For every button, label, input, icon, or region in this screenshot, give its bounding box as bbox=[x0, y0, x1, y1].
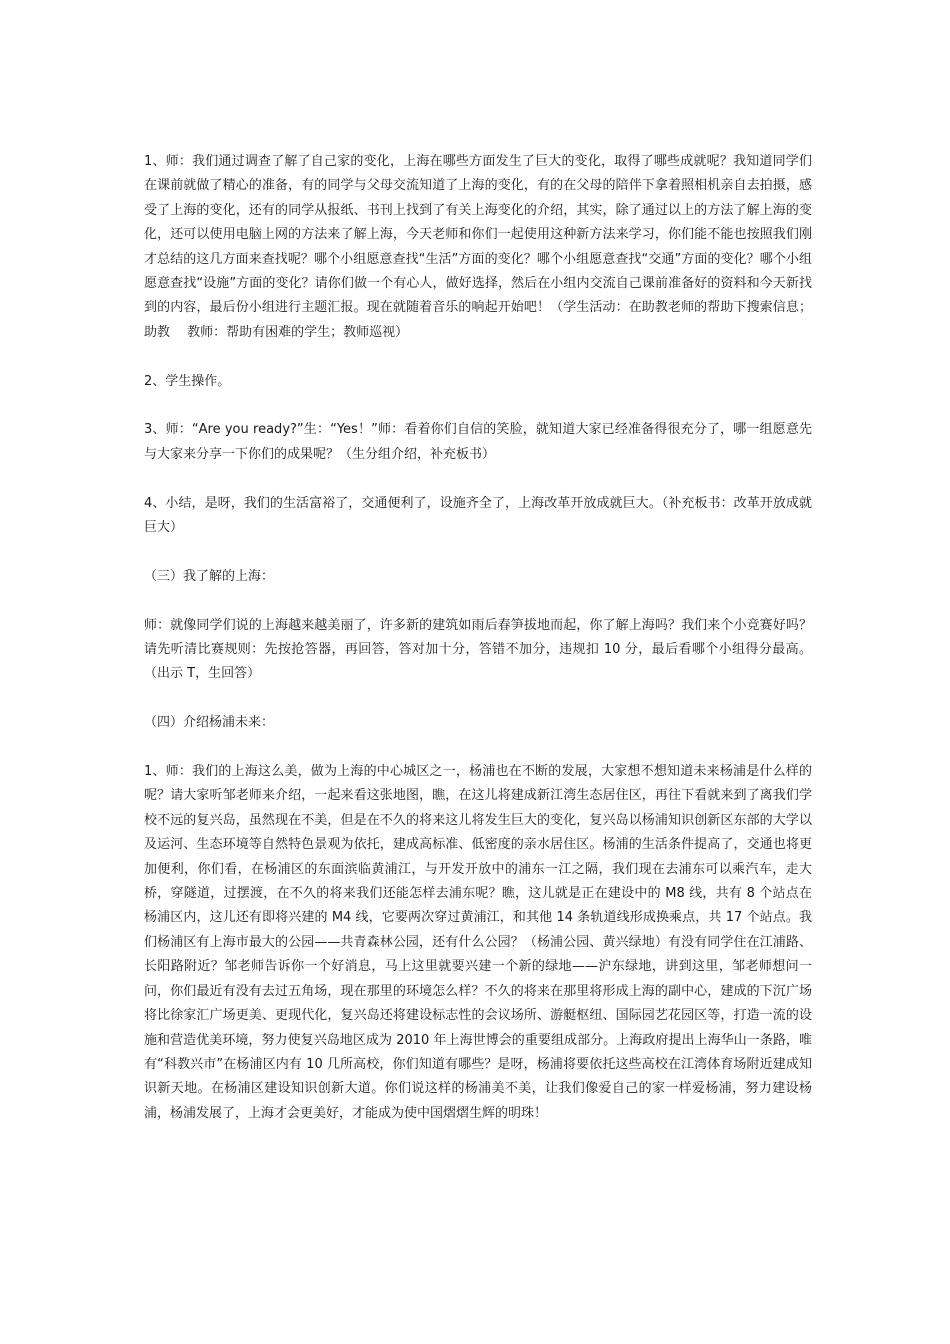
paragraph-step-4: 4、小结，是呀，我们的生活富裕了，交通便利了，设施齐全了，上海改革开放成就巨大。（补充板书：改革开放成就巨大） bbox=[144, 495, 812, 536]
paragraph-yangpu-future: 1、师：我们的上海这么美，做为上海的中心城区之一，杨浦也在不断的发展，大家想不想知道未来杨浦是什么样的呢？请大家听邹老师来介绍，一起来看这张地图，瞧，在这儿将建成新江湾生态居住区，再往下看就来到了离我们学校不远的复兴岛，虽然现在不美，但是在不久的将来这儿将发生巨大的变化，复兴岛以杨浦知识创新区东部的大学以及运河、生态环境等自然特色景观为依托，建成高标准、低密度的亲水居住区。杨浦的生活条件提高了，交通也将更加便利，你们看，在杨浦区的东面滨临黄浦江，与开发开放中的浦东一江之隔，我们现在去浦东可以乘汽车，走大桥，穿隧道，过摆渡，在不久的将来我们还能怎样去浦东呢？瞧，这儿就是正在建设中的 M8 线，共有 8 个站点在杨浦区内，这儿还有即将兴建的 M4 线，它要两次穿过黄浦江，和其他 14 条轨道线形成换乘点，共 17 个站点。我们杨浦区有上海市最大的公园——共青森林公园，还有什么公园？（杨浦公园、黄兴绿地）有没有同学住在江浦路、长阳路附近？邹老师告诉你一个好消息，马上这里就要兴建一个新的绿地——沪东绿地，讲到这里，邹老师想问一问，你们最近有没有去过五角场，现在那里的环境怎么样？不久的将来在那里将形成上海的副中心，建成的下沉广场将比徐家汇广场更美、更现代化，复兴岛还将建设标志性的会议场所、游艇枢纽、国际园艺花园区等，打造一流的设施和营造优美环境，努力使复兴岛地区成为 2010 年上海世博会的重要组成部分。上海政府提出上海华山一条路，唯有“科教兴市”在杨浦区内有 10 几所高校，你们知道有哪些？是呀，杨浦将要依托这些高校在江湾体育场附近建成知识新天地。在杨浦区建设知识创新大道。你们说这样的杨浦美不美，让我们像爱自己的家一样爱杨浦，努力建设杨浦，杨浦发展了，上海才会更美好，才能成为使中国熠熠生辉的明珠！ bbox=[144, 764, 812, 1121]
paragraph-quiz: 师：就像同学们说的上海越来越美丽了，许多新的建筑如雨后春笋拔地而起，你了解上海吗？我们来个小竞赛好吗？请先听清比赛规则：先按抢答器，再回答，答对加十分，答错不加分，违规扣 10 分，最后看哪个小组得分最高。（出示 T，生回答） bbox=[144, 617, 812, 682]
paragraph-step-2: 2、学生操作。 bbox=[144, 373, 231, 389]
document-body bbox=[144, 150, 812, 1126]
paragraph-step-1: 1、师：我们通过调查了解了自己家的变化，上海在哪些方面发生了巨大的变化，取得了哪些成就呢？我知道同学们在课前就做了精心的准备，有的同学与父母交流知道了上海的变化，有的在父母的陪伴下拿着照相机亲自去拍摄，感受了上海的变化，还有的同学从报纸、书刊上找到了有关上海变化的介绍，其实，除了通过以上的方法了解上海的变化，还可以使用电脑上网的方法来了解上海，今天老师和你们一起使用这种新方法来学习，你们能不能也按照我们刚才总结的这几方面来查找呢？哪个小组愿意查找“生活”方面的变化？哪个小组愿意查找“交通”方面的变化？哪个小组愿意查找“设施”方面的变化？请你们做一个有心人，做好选择，然后在小组内交流自己课前准备好的资料和今天新找到的内容，最后份小组进行主题汇报。现在就随着音乐的响起开始吧！（学生活动：在助教老师的帮助下搜索信息；助教 教师：帮助有困难的学生；教师巡视） bbox=[144, 154, 812, 340]
paragraph-step-3: 3、师：“Are you ready?”生：“Yes！”师：看着你们自信的笑脸，就知道大家已经准备得很充分了，哪一组愿意先与大家来分享一下你们的成果呢？（生分组介绍，补充板书） bbox=[144, 422, 812, 462]
section-heading-4: （四）介绍杨浦未来： bbox=[144, 715, 275, 731]
section-heading-3: （三）我了解的上海： bbox=[144, 568, 275, 584]
